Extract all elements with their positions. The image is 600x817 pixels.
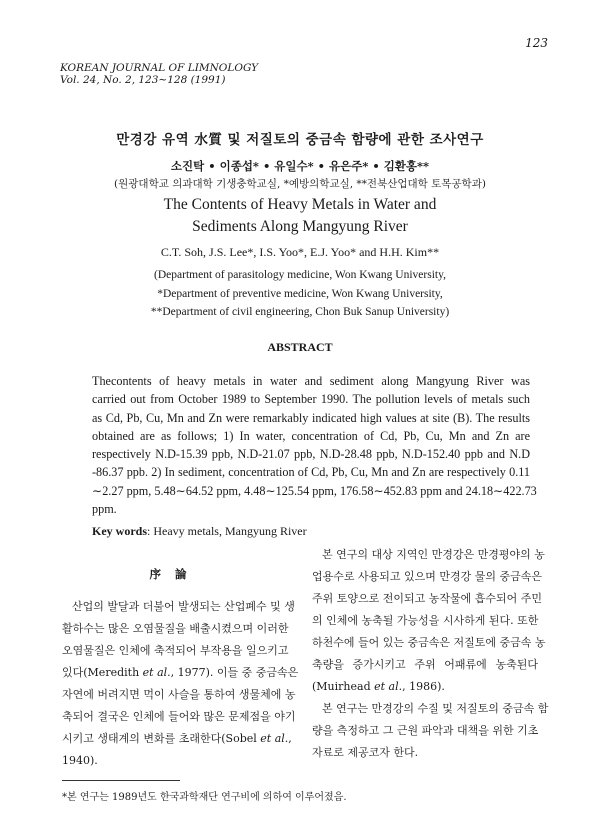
abstract-line: obtained are as follows; 1) In water, concentration of Cd, Pb, Cu, Mn and Zn are [92, 428, 530, 443]
affiliation-2: *Department of preventive medicine, Won Kwang University, [157, 287, 443, 300]
abstract-heading: ABSTRACT [267, 340, 333, 354]
footnote-divider [62, 780, 180, 781]
paragraph-line: 시키고 생태계의 변화를 초래한다(Sobel et al., [62, 732, 292, 745]
paragraph-line: 있다(Meredith et al., 1977). 이들 중 중금속은 [62, 666, 299, 679]
english-title [0, 194, 600, 238]
journal-volume: Vol. 24, No. 2, 123∼128 (1991) [60, 74, 226, 86]
paragraph-line: 오염물질은 인체에 축적되어 부작용을 일으키고 [62, 644, 289, 657]
paragraph-line: 량을 측정하고 그 근원 파악과 대책을 위한 기초 [312, 724, 539, 737]
paragraph-line: 자료로 제공코자 한다. [312, 746, 419, 759]
journal-name: KOREAN JOURNAL OF LIMNOLOGY [60, 62, 259, 74]
korean-authors: 소진탁 • 이종섭* • 유일수* • 유은주* • 김환홍** [170, 159, 430, 173]
paragraph-line: 하천수에 들어 있는 중금속은 저질토에 중금속 농 [312, 636, 546, 649]
korean-affiliations: (원광대학교 의과대학 기생충학교실, *예방의학교실, **전북산업대학 토목공학과) [114, 178, 486, 190]
journal-header [60, 62, 258, 86]
english-title-line-1: The Contents of Heavy Metals in Water and [163, 196, 437, 213]
english-title-line-2: Sediments Along Mangyung River [192, 218, 408, 235]
abstract-body [92, 372, 537, 518]
keywords-text: : Heavy metals, Mangyung River [147, 524, 307, 538]
affiliation-1: (Department of parasitology medicine, Won Kwang University, [154, 269, 446, 281]
abstract-line: Thecontents of heavy metals in water and sediment along Mangyung River was [92, 374, 530, 388]
keywords-label: Key words [92, 524, 147, 538]
keywords [92, 524, 307, 539]
introduction-heading: 序論 [149, 567, 201, 581]
paragraph-line: (Muirhead et al., 1986). [312, 680, 445, 693]
paragraph-line: 자연에 버려지면 먹이 사슬을 통하여 생물체에 농 [62, 688, 296, 701]
page-number: 123 [525, 36, 548, 50]
paragraph-line: 본 연구는 만경강의 수질 및 저질토의 중금속 함 [322, 702, 549, 715]
abstract-line: ppm. [92, 502, 117, 517]
abstract-line: carried out from October 1989 to September 1990. The pollution levels of metals such [92, 392, 530, 407]
paragraph-line: 활하수는 많은 오염물질을 배출시켰으며 이러한 [62, 622, 289, 635]
affiliation-3: **Department of civil engineering, Chon Buk Sanup University) [150, 306, 450, 318]
introduction-left-column [62, 596, 299, 772]
paragraph-line: 주위 토양으로 전이되고 농작물에 흡수되어 주민 [312, 592, 543, 605]
footnote: *본 연구는 1989년도 한국과학재단 연구비에 의하여 이루어졌음. [62, 792, 347, 803]
introduction-right-column [312, 544, 549, 764]
paragraph-line: 축량을 증가시키고 주위 어패류에 농축된다 [312, 658, 538, 671]
abstract-line: -86.37 ppb. 2) In sediment, concentration of Cd, Pb, Cu, Mn and Zn are respectively 0.11 [92, 465, 530, 480]
english-affiliations [0, 266, 600, 322]
abstract-line: as Cd, Pb, Cu, Mn and Zn were remarkably indicated high values at site (B). The results [92, 410, 530, 425]
english-authors: C.T. Soh, J.S. Lee*, I.S. Yoo*, E.J. Yoo* and H.H. Kim** [160, 245, 440, 259]
paragraph-line: 1940). [62, 754, 98, 767]
abstract-line: ∼2.27 ppm, 5.48∼64.52 ppm, 4.48∼125.54 ppm, 176.58∼452.83 ppm and 24.18∼422.73 [92, 483, 537, 498]
paragraph-line: 축되어 결국은 인체에 들어와 많은 문제점을 야기 [62, 710, 296, 723]
korean-title: 만경강 유역 水質 및 저질토의 중금속 함량에 관한 조사연구 [116, 132, 484, 148]
paragraph-line: 업용수로 사용되고 있으며 만경강 물의 중금속은 [312, 570, 543, 583]
abstract-line: respectively N.D-15.39 ppb, N.D-21.07 ppb, N.D-28.48 ppb, N.D-152.40 ppb and N.D [92, 447, 530, 462]
paragraph-line: 산업의 발달과 더불어 발생되는 산업폐수 및 생 [72, 600, 295, 613]
paragraph-line: 의 인체에 농축될 가능성을 시사하게 된다. 또한 [312, 614, 539, 627]
paragraph-line: 본 연구의 대상 지역인 만경강은 만경평야의 농 [322, 548, 545, 561]
